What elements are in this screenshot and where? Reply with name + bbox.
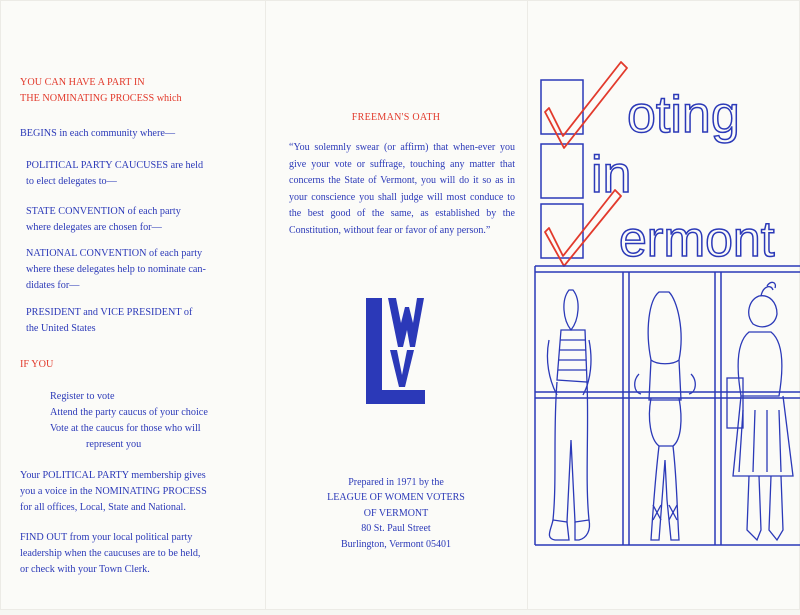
step-national-convention: NATIONAL CONVENTION of each party where these delegates help to nominate can- didates for— xyxy=(26,248,206,291)
voter-figure-2 xyxy=(635,292,696,540)
checkbox-2 xyxy=(541,144,583,198)
step-state-convention: STATE CONVENTION of each party where delegates are chosen for— xyxy=(26,206,181,233)
action-attend: Attend the party caucus of your choice xyxy=(50,407,208,418)
membership-paragraph: Your POLITICAL PARTY membership gives you a voice in the NOMINATING PROCESS for all offices, Local, State and National. xyxy=(20,470,207,513)
oath-title: FREEMAN'S OATH xyxy=(351,112,441,123)
cover-illustration xyxy=(527,0,800,610)
voter-figure-3 xyxy=(727,282,793,540)
begins-line: BEGINS in each community where— xyxy=(20,128,176,139)
find-out-paragraph: FIND OUT from your local political party leadership when the caucuses are to be held, or check with your Town Clerk. xyxy=(20,532,201,575)
intro-heading: YOU CAN HAVE A PART IN THE NOMINATING PROCESS which xyxy=(20,77,182,104)
middle-panel xyxy=(265,0,527,610)
oath-text: “You solemnly swear (or affirm) that when-ever you give your vote or suffrage, touching any matter that concerns the State of Vermont, you will do it so as in your conscience you shall judge will most conduce to the best good of the same, as established by the Constitution, without fear or favor of any person.” xyxy=(289,142,515,236)
if-you-heading: IF YOU xyxy=(20,359,54,370)
prepared-by-block: Prepared in 1971 by the LEAGUE OF WOMEN VOTERS OF VERMONT 80 St. Paul Street Burlington, Vermont 05401 xyxy=(327,477,465,550)
check-mark-icon xyxy=(545,62,627,148)
lwv-logo xyxy=(365,295,427,405)
title-line-voting: oting xyxy=(627,86,740,144)
action-vote: Vote at the caucus for those who will xyxy=(50,423,201,434)
left-panel xyxy=(0,0,265,610)
checkbox-1 xyxy=(541,80,583,134)
voter-figure-1 xyxy=(547,290,591,540)
action-vote-cont: represent you xyxy=(86,439,142,450)
title-line-vermont: ermont xyxy=(619,211,775,267)
step-caucuses: POLITICAL PARTY CAUCUSES are held to elect delegates to— xyxy=(26,160,204,187)
cover-panel xyxy=(527,0,800,610)
cover-title xyxy=(541,62,775,267)
step-president: PRESIDENT and VICE PRESIDENT of the United States xyxy=(26,307,193,334)
title-line-in: in xyxy=(591,146,632,204)
action-register: Register to vote xyxy=(50,391,115,402)
